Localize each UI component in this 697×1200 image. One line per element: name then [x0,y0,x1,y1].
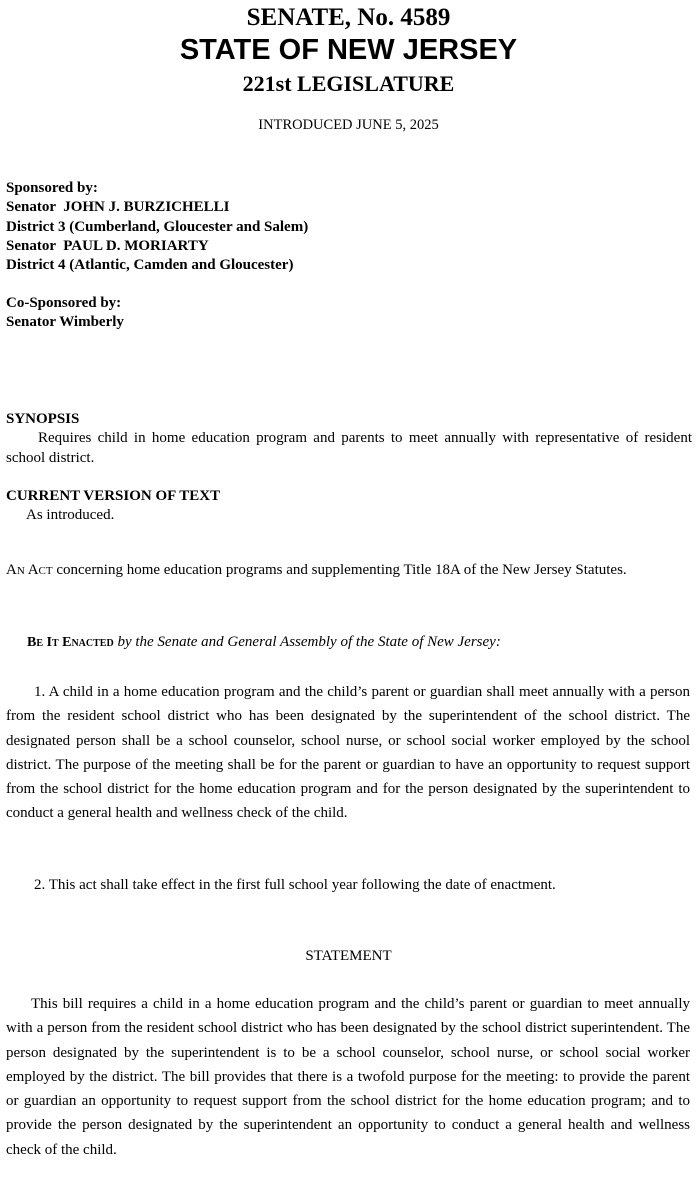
act-text: concerning home education programs and supplementing Title 18A of the New Jersey Statutes. [56,562,627,578]
act-label: An Act [6,562,53,578]
cosponsors-heading: Co-Sponsored by: [6,295,122,311]
act-title [6,558,690,582]
cosponsor-line: Senator Wimberly [6,314,124,331]
legislature: 221st LEGISLATURE [242,71,455,96]
version-heading: CURRENT VERSION OF TEXT [6,488,221,504]
version-block [6,487,692,526]
sponsor-line: Senator PAUL D. MORIARTY [6,237,209,254]
sponsors-heading: Sponsored by: [6,180,98,196]
bill-number: SENATE, No. 4589 [246,4,451,31]
sponsor-line: Senator JOHN J. BURZICHELLI [6,199,230,216]
statement-text: This bill requires a child in a home education program and the child’s parent or guardian to meet annually with a person from the resident school district who has been designated by the school district superintendent. The person designated by the superintendent is to be a school counselor, school nurse, or school social worker employed by the district. The bill provides that there is a twofold purpose for the meeting: to provide the parent or guardian an opportunity to request support from the school district for the home education program; and to provide the person designated by the superintendent an opportunity to conduct a general health and wellness check of the child. [6,996,690,1158]
version-text: As introduced. [26,507,115,524]
synopsis-text: Requires child in home education program and parents to meet annually with representative of resident school district. [6,430,692,466]
enacting-text: by the Senate and General Assembly of the State of New Jersey: [117,634,501,650]
synopsis-heading: SYNOPSIS [6,411,80,427]
statement-heading: STATEMENT [305,948,392,964]
enacting-label: Be It Enacted [27,635,114,650]
sponsors-block [6,179,692,275]
introduced-date: INTRODUCED JUNE 5, 2025 [258,117,439,133]
synopsis-block [6,410,692,468]
sponsor-line: District 3 (Cumberland, Gloucester and Salem) [6,218,309,235]
section-2: 2. This act shall take effect in the first full school year following the date of enactment. [34,877,556,893]
section-1: 1. A child in a home education program and the child’s parent or guardian shall meet annually with a person from the resident school district who has been designated by the superintendent of the school district. The designated person shall be a school counselor, school nurse, or school social worker employed by the school district. The purpose of the meeting shall be for the parent or guardian to have an opportunity to request support from the school district for the home education program and for the person designated by the superintendent to conduct a general health and wellness check of the child. [6,684,690,822]
cosponsors-block [6,294,692,333]
enacting-clause [6,630,690,655]
state-title: STATE OF NEW JERSEY [179,34,518,66]
sponsor-line: District 4 (Atlantic, Camden and Gloucester) [6,257,294,274]
